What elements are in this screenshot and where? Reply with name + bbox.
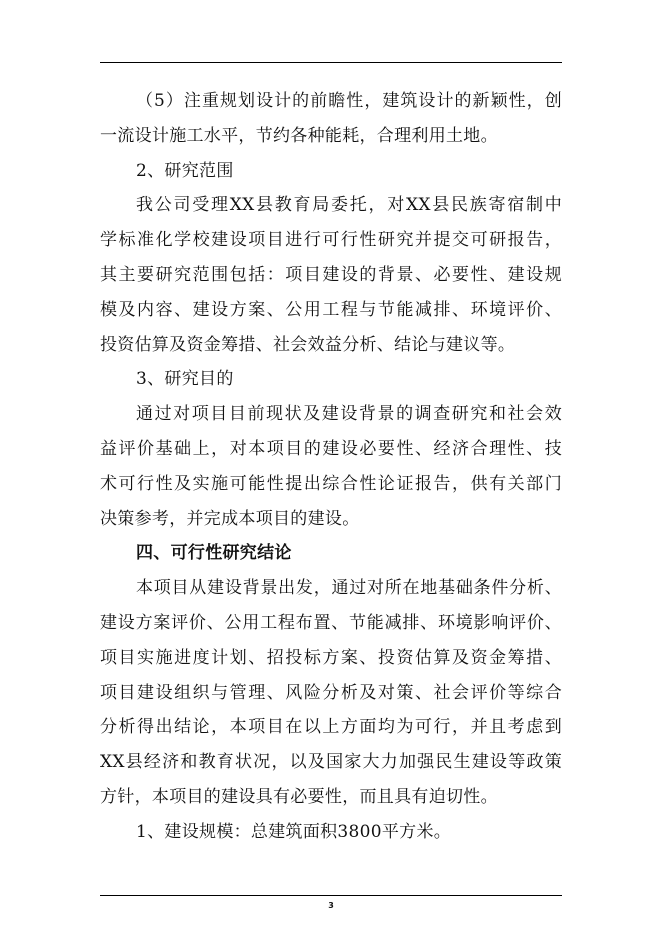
paragraph-line: 决策参考，并完成本项目的建设。 (100, 508, 360, 529)
section-subheading: 2、研究范围 (136, 160, 234, 181)
section-subheading: 3、研究目的 (136, 369, 234, 390)
header-rule (100, 62, 562, 63)
paragraph-line: 模及内容、建设方案、公用工程与节能减排、环境评价、 (100, 299, 562, 320)
paragraph-line: 益评价基础上，对本项目的建设必要性、经济合理性、技 (100, 438, 562, 459)
page-number: 3 (328, 901, 334, 910)
paragraph-line: 我公司受理XX县教育局委托，对XX县民族寄宿制中 (136, 195, 562, 216)
document-body (100, 84, 562, 850)
paragraph-line: 术可行性及实施可能性提出综合性论证报告，供有关部门 (100, 473, 562, 494)
paragraph-line: 通过对项目目前现状及建设背景的调查研究和社会效 (136, 404, 562, 425)
paragraph-line: XX县经济和教育状况，以及国家大力加强民生建设等政策 (100, 752, 562, 773)
paragraph-line: 本项目从建设背景出发，通过对所在地基础条件分析、 (136, 578, 562, 599)
paragraph-line: 项目实施进度计划、招投标方案、投资估算及资金筹措、 (100, 647, 562, 668)
paragraph-line: 分析得出结论，本项目在以上方面均为可行，并且考虑到 (100, 717, 562, 738)
paragraph-line: 其主要研究范围包括：项目建设的背景、必要性、建设规 (100, 264, 562, 285)
paragraph-line: （5）注重规划设计的前瞻性，建筑设计的新颖性，创 (136, 91, 562, 111)
paragraph-line: 方针，本项目的建设具有必要性，而且具有迫切性。 (100, 786, 498, 807)
paragraph-line: 学标准化学校建设项目进行可行性研究并提交可研报告， (100, 230, 562, 251)
paragraph-line: 投资估算及资金筹措、社会效益分析、结论与建议等。 (100, 334, 516, 355)
footer-rule (100, 895, 562, 896)
section-heading: 四、可行性研究结论 (136, 543, 292, 564)
paragraph-line: 建设方案评价、公用工程布置、节能减排、环境影响评价、 (100, 612, 562, 633)
paragraph-line: 一流设计施工水平，节约各种能耗，合理利用土地。 (100, 125, 498, 146)
paragraph-line: 1、建设规模：总建筑面积3800平方米。 (136, 821, 452, 842)
paragraph-line: 项目建设组织与管理、风险分析及对策、社会评价等综合 (100, 682, 562, 703)
